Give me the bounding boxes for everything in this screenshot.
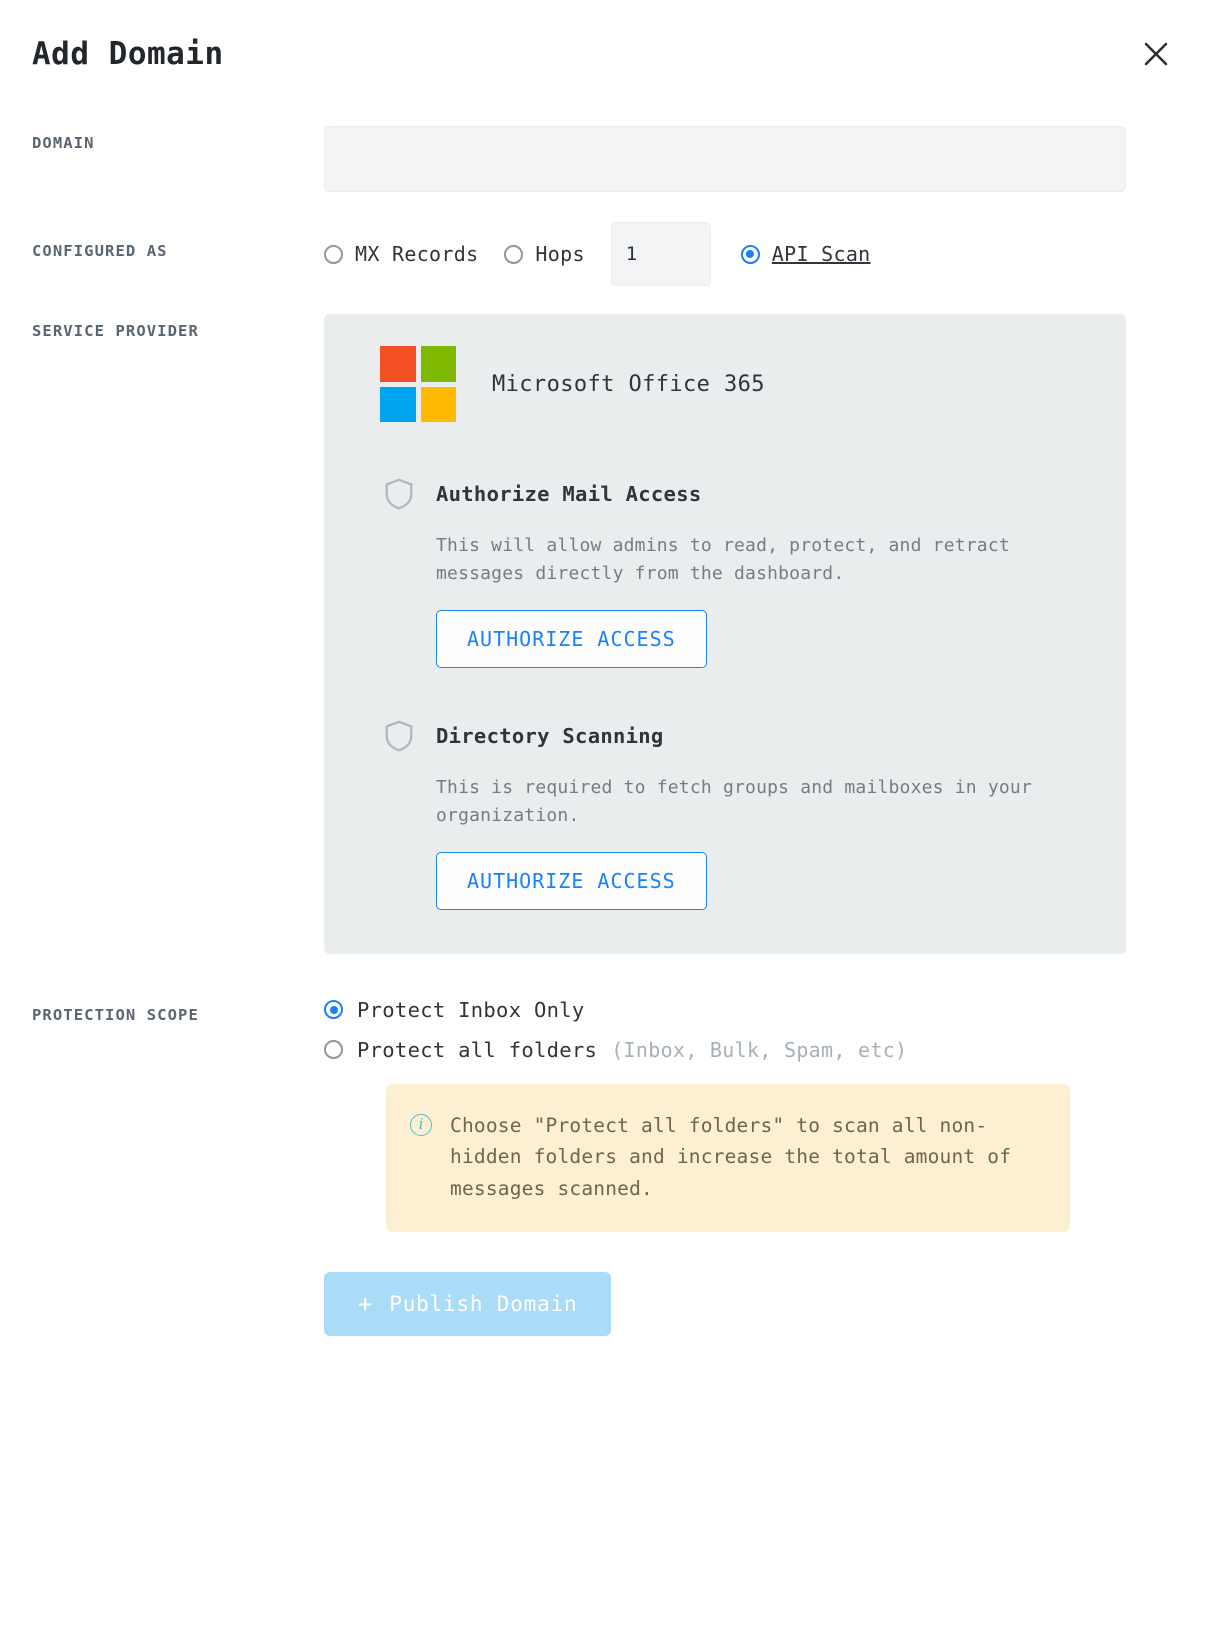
authorize-mail-access-button[interactable]: AUTHORIZE ACCESS xyxy=(436,610,707,668)
service-provider-panel xyxy=(324,314,1126,954)
domain-field-wrap xyxy=(324,126,1182,192)
directory-scanning-block xyxy=(356,720,1094,910)
publish-domain-button[interactable] xyxy=(324,1272,611,1336)
service-provider-row xyxy=(32,314,1182,954)
radio-protect-all-folders[interactable] xyxy=(324,1038,1182,1062)
radio-hops-circle xyxy=(504,245,523,264)
directory-scanning-button[interactable]: AUTHORIZE ACCESS xyxy=(436,852,707,910)
protection-scope-label: PROTECTION SCOPE xyxy=(32,1005,199,1024)
shield-icon xyxy=(384,478,414,510)
plus-icon: + xyxy=(358,1290,374,1319)
page-title: Add Domain xyxy=(32,36,224,72)
configured-as-options xyxy=(324,234,1182,274)
close-icon-glyph xyxy=(1141,39,1171,69)
radio-protect-inbox-only[interactable] xyxy=(324,998,1182,1022)
service-provider-label: SERVICE PROVIDER xyxy=(32,322,199,340)
radio-protect-inbox-only-label: Protect Inbox Only xyxy=(357,997,585,1022)
publish-domain-label: Publish Domain xyxy=(389,1292,578,1317)
directory-scanning-head xyxy=(356,720,1094,752)
radio-mx-records-circle xyxy=(324,245,343,264)
radio-mx-records[interactable] xyxy=(324,242,478,266)
service-provider-field xyxy=(324,314,1182,954)
provider-header xyxy=(356,346,1094,422)
radio-api-scan-label: API Scan xyxy=(771,242,871,266)
domain-label: DOMAIN xyxy=(32,134,95,152)
radio-mx-records-label: MX Records xyxy=(355,242,479,266)
radio-api-scan-circle xyxy=(741,245,760,264)
directory-scanning-title: Directory Scanning xyxy=(436,723,664,748)
provider-name: Microsoft Office 365 xyxy=(492,371,765,397)
radio-protect-all-folders-hint: (Inbox, Bulk, Spam, etc) xyxy=(611,1037,908,1062)
authorize-mail-access-title: Authorize Mail Access xyxy=(436,482,702,506)
shield-icon xyxy=(384,720,414,752)
radio-protect-all-folders-label: Protect all folders xyxy=(357,1037,598,1062)
authorize-mail-access-head xyxy=(356,478,1094,510)
radio-api-scan[interactable] xyxy=(741,242,871,266)
protection-scope-field xyxy=(324,998,1182,1233)
microsoft-logo-icon xyxy=(380,346,456,422)
protection-scope-info-text: Choose "Protect all folders" to scan all non-hidden folders and increase the total amount of messages scanned. xyxy=(450,1113,1012,1200)
protection-scope-info-box xyxy=(386,1084,1070,1233)
directory-scanning-desc: This is required to fetch groups and mailboxes in your organization. xyxy=(436,776,1032,826)
radio-protect-inbox-only-circle xyxy=(324,1000,343,1019)
configured-as-row xyxy=(32,234,1182,274)
domain-input[interactable] xyxy=(324,126,1126,192)
authorize-mail-access-block xyxy=(356,478,1094,668)
info-icon: i xyxy=(410,1114,432,1136)
radio-protect-all-folders-circle xyxy=(324,1040,343,1059)
configured-as-field xyxy=(324,234,1182,274)
radio-hops-label: Hops xyxy=(535,242,585,266)
publish-row xyxy=(32,1272,1182,1336)
dialog-header xyxy=(32,28,1182,98)
hops-input[interactable] xyxy=(611,222,711,286)
configured-as-label: CONFIGURED AS xyxy=(32,242,168,260)
protection-scope-row xyxy=(32,998,1182,1233)
authorize-mail-access-desc: This will allow admins to read, protect, and retract messages directly from the dashboard. xyxy=(436,535,1010,584)
radio-hops[interactable] xyxy=(504,242,584,266)
close-icon[interactable] xyxy=(1134,32,1178,76)
domain-row xyxy=(32,126,1182,192)
